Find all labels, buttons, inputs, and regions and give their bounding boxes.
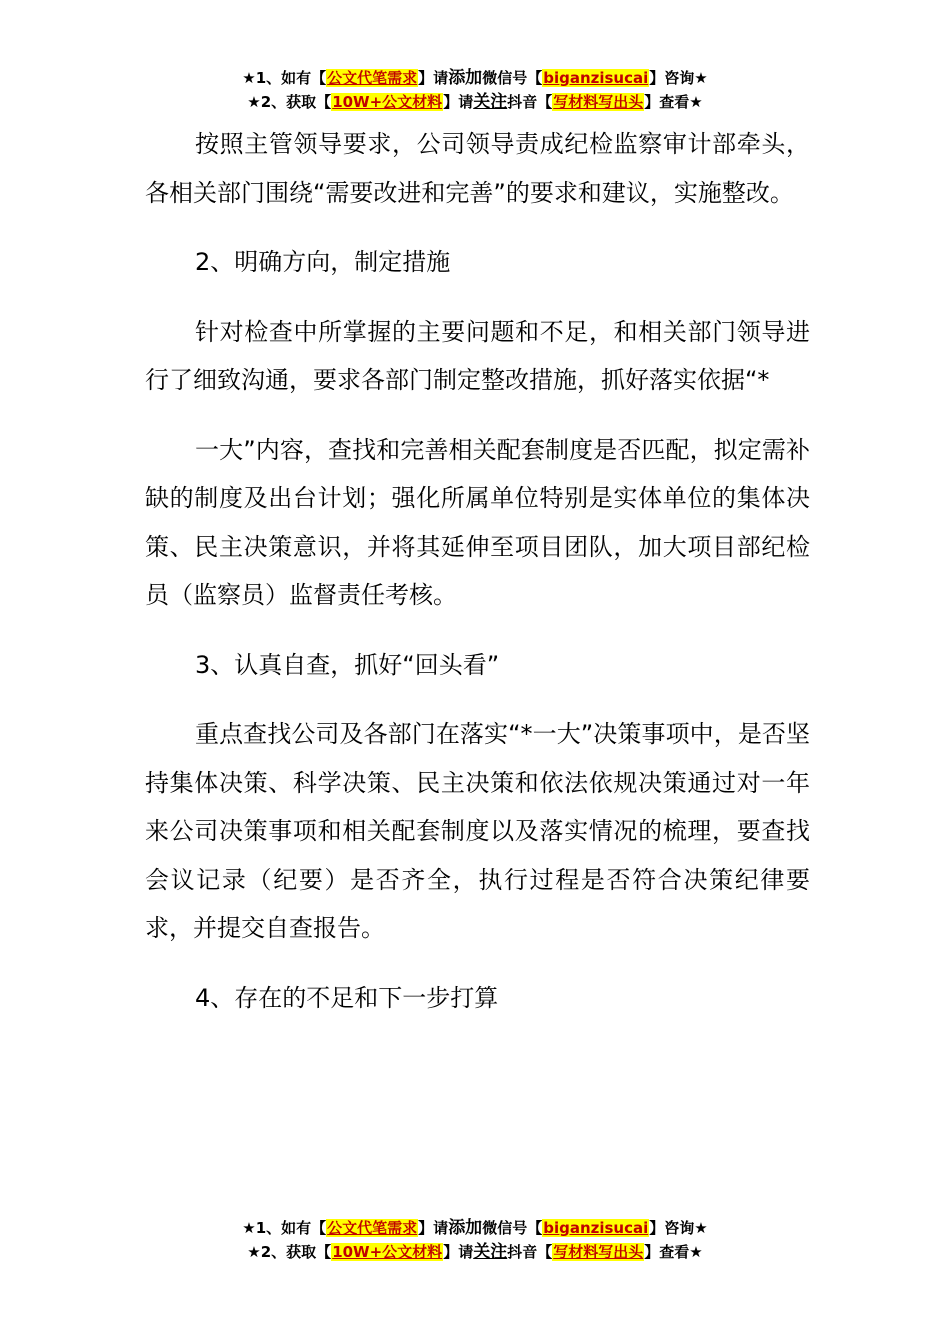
paragraph: 针对检查中所掌握的主要问题和不足，和相关部门领导进行了细致沟通，要求各部门制定整改措施，抓好落实依据“* <box>145 317 810 394</box>
banner-text: 】查看★ <box>644 93 703 111</box>
banner-text: 】咨询★ <box>649 69 708 87</box>
section-heading: 2、明确方向，制定措施 <box>195 248 451 276</box>
section-heading: 4、存在的不足和下一步打算 <box>195 983 499 1012</box>
banner-line-1 <box>0 1216 950 1240</box>
highlight-douyin-account: 写材料写出头 <box>553 1243 644 1261</box>
banner-text: 微信号【 <box>482 1219 543 1237</box>
paragraph: 按照主管领导要求，公司领导责成纪检监察审计部牵头，各相关部门围绕“需要改进和完善”的要求和建议，实施整改。 <box>145 130 810 207</box>
banner-text: ★2、获取【 <box>247 93 332 111</box>
highlight-service: 公文代笔需求 <box>327 69 418 87</box>
banner-line-2 <box>0 90 950 114</box>
bottom-banner <box>0 1216 950 1264</box>
highlight-douyin-account: 写材料写出头 <box>553 93 644 111</box>
banner-text: 】请 <box>443 93 474 111</box>
banner-text: ★1、如有【 <box>242 1219 327 1237</box>
banner-text: 抖音【 <box>507 1243 553 1261</box>
banner-text: ★2、获取【 <box>247 1243 332 1261</box>
banner-emphasis: 添加 <box>448 1218 483 1238</box>
highlight-wechat-id: biganzisucai <box>543 1219 649 1237</box>
section-heading: 3、认真自查，抓好“回头看” <box>195 650 500 679</box>
highlight-materials: 10W+公文材料 <box>332 93 443 111</box>
banner-emphasis: 关注 <box>473 1242 508 1262</box>
banner-text: 抖音【 <box>507 93 553 111</box>
banner-emphasis: 添加 <box>448 68 483 88</box>
highlight-materials: 10W+公文材料 <box>332 1243 443 1261</box>
banner-line-2 <box>0 1240 950 1264</box>
highlight-wechat-id: biganzisucai <box>543 69 649 87</box>
banner-text: ★1、如有【 <box>242 69 327 87</box>
document-body <box>145 120 810 1043</box>
banner-line-1 <box>0 66 950 90</box>
banner-text: 】请 <box>418 1219 449 1237</box>
banner-text: 】查看★ <box>644 1243 703 1261</box>
banner-text: 微信号【 <box>482 69 543 87</box>
banner-text: 】请 <box>418 69 449 87</box>
top-banner <box>0 66 950 114</box>
paragraph: 重点查找公司及各部门在落实“*一大”决策事项中，是否坚持集体决策、科学决策、民主决策和依法依规决策通过对一年来公司决策事项和相关配套制度以及落实情况的梳理，要查找会议记录（纪要）是否齐全，执行过程是否符合决策纪律要求，并提交自查报告。 <box>145 720 810 942</box>
banner-emphasis: 关注 <box>473 92 508 112</box>
banner-text: 】咨询★ <box>649 1219 708 1237</box>
highlight-service: 公文代笔需求 <box>327 1219 418 1237</box>
paragraph: 一大”内容，查找和完善相关配套制度是否匹配，拟定需补缺的制度及出台计划；强化所属单位特别是实体单位的集体决策、民主决策意识，并将其延伸至项目团队，加大项目部纪检员（监察员）监督责任考核。 <box>145 435 810 609</box>
banner-text: 】请 <box>443 1243 474 1261</box>
